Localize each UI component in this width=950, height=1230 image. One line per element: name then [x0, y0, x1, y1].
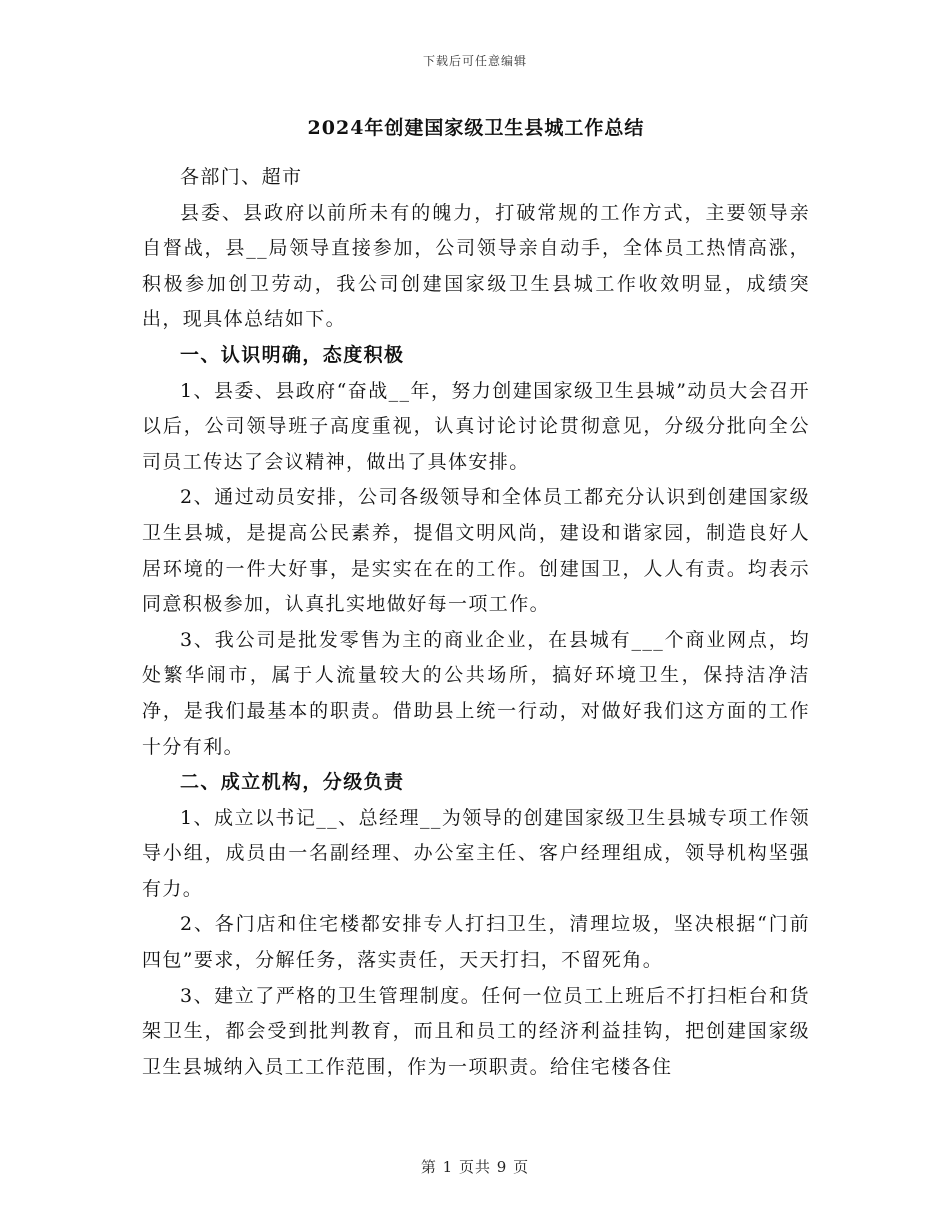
- section-heading-1: 一、认识明确，态度积极: [180, 343, 405, 366]
- page-footer: 第 1 页共 9 页: [420, 1158, 530, 1176]
- paragraph-1-1: 1、县委、县政府“奋战__年，努力创建国家级卫生县城”动员大会召开以后，公司领导班子高度重视，认真讨论讨论贯彻意见，分级分批向全公司员工传达了会议精神，做出了具体安排。: [142, 379, 810, 473]
- header-note: 下载后可任意编辑: [422, 54, 527, 68]
- salutation: 各部门、超市: [180, 166, 303, 188]
- document-body: [142, 108, 810, 1085]
- paragraph-1-2: 2、通过动员安排，公司各级领导和全体员工都充分认识到创建国家级卫生县城，是提高公民素养，提倡文明风尚，建设和谐家园，制造良好人居环境的一件大好事，是实实在在的工作。创建国卫，人人有责。均表示同意积极参加，认真扎实地做好每一项工作。: [142, 486, 810, 616]
- paragraph-2-3: 3、建立了严格的卫生管理制度。任何一位员工上班后不打扫柜台和货架卫生，都会受到批判教育，而且和员工的经济利益挂钩，把创建国家级卫生县城纳入员工工作范围，作为一项职责。给住宅楼各住: [142, 984, 810, 1078]
- section-heading-2: 二、成立机构，分级负责: [180, 771, 405, 794]
- paragraph-2-2: 2、各门店和住宅楼都安排专人打扫卫生，清理垃圾，坚决根据“门前四包”要求，分解任务，落实责任，天天打扫，不留死角。: [142, 913, 810, 972]
- paragraph-intro: 县委、县政府以前所未有的魄力，打破常规的工作方式，主要领导亲自督战，县__局领导直接参加，公司领导亲自动手，全体员工热情高涨，积极参加创卫劳动，我公司创建国家级卫生县城工作收效明显，成绩突出，现具体总结如下。: [142, 201, 810, 331]
- paragraph-1-3: 3、我公司是批发零售为主的商业企业，在县城有___个商业网点，均处繁华闹市，属于人流量较大的公共场所，搞好环境卫生，保持洁净洁净，是我们最基本的职责。借助县上统一行动，对做好我们这方面的工作十分有利。: [142, 628, 810, 758]
- document-title: 2024年创建国家级卫生县城工作总结: [307, 117, 645, 139]
- paragraph-2-1: 1、成立以书记__、总经理__为领导的创建国家级卫生县城专项工作领导小组，成员由一名副经理、办公室主任、客户经理组成，领导机构坚强有力。: [142, 806, 810, 900]
